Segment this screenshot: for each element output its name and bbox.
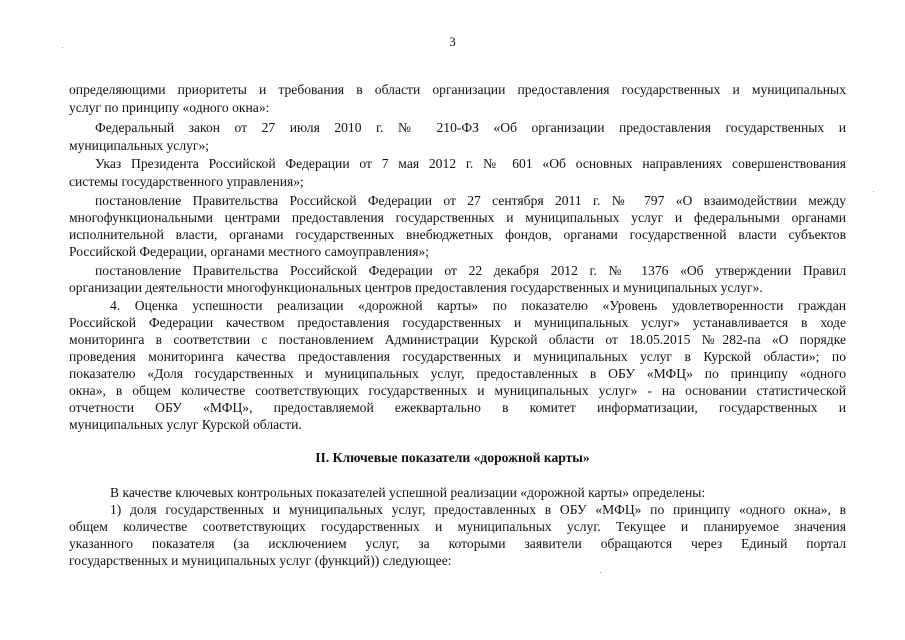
text-line: определяющими приоритеты и требования в области организации предоставления государственных и муниципальных xyxy=(69,82,846,97)
text-line: муниципальных услуг»; xyxy=(69,138,210,153)
text-line: показателю «Доля государственных и муниципальных услуг, предоставленных в ОБУ «МФЦ» по принципу «одного xyxy=(69,366,846,381)
text-line: отчетности ОБУ «МФЦ», предоставляемой ежеквартально в комитет информатизации, государственных и xyxy=(69,400,846,415)
text-line: В качестве ключевых контрольных показателей успешной реализации «дорожной карты» определены: xyxy=(110,485,706,500)
text-line: постановление Правительства Российской Федерации от 27 сентября 2011 г. № 797 «О взаимодействии между xyxy=(95,193,846,208)
text-line: Российской Федерации, органами местного самоуправления»; xyxy=(69,244,430,259)
text-line: организации деятельности многофункциональных центров предоставления государственных и муниципальных услуг». xyxy=(69,280,763,295)
text-line: 1) доля государственных и муниципальных услуг, предоставленных в ОБУ «МФЦ» по принципу «одного окна», в xyxy=(110,502,846,517)
text-line: указанного показателя (за исключением услуг, за которыми заявители обращаются через Единый портал xyxy=(69,536,846,551)
section-heading: II. Ключевые показатели «дорожной карты» xyxy=(315,450,590,465)
text-line: 4. Оценка успешности реализации «дорожной карты» по показателю «Уровень удовлетворенности граждан xyxy=(110,298,846,313)
text-line: государственных и муниципальных услуг (функций)) следующее: xyxy=(69,553,452,568)
text-line: Указ Президента Российской Федерации от 7 мая 2012 г. № 601 «Об основных направлениях совершенствования xyxy=(95,156,846,171)
text-line: услуг по принципу «одного окна»: xyxy=(69,100,270,115)
page-number: 3 xyxy=(449,34,456,49)
scan-speck xyxy=(600,572,601,573)
text-line: многофункциональными центрами предоставления государственных и муниципальных услуг и федеральными органами xyxy=(69,210,846,225)
text-line: системы государственного управления»; xyxy=(69,174,304,189)
text-line: муниципальных услуг Курской области. xyxy=(69,417,302,432)
scan-speck xyxy=(62,47,63,48)
text-line: постановление Правительства Российской Федерации от 22 декабря 2012 г. № 1376 «Об утверждении Правил xyxy=(95,263,846,278)
text-line: Федеральный закон от 27 июля 2010 г. № 210-ФЗ «Об организации предоставления государственных и xyxy=(95,120,846,135)
text-line: Российской Федерации качеством предоставления государственных и муниципальных услуг» устанавливается в ходе xyxy=(69,315,846,330)
scan-speck xyxy=(873,191,874,192)
text-line: общем количестве соответствующих государственных и муниципальных услуг. Текущее и планируемое значения xyxy=(69,519,846,534)
text-line: проведения мониторинга качества предоставления государственных и муниципальных услуг в Курской области»; по xyxy=(69,349,846,364)
text-line: исполнительной власти, органами государственных внебюджетных фондов, органами государственной власти субъектов xyxy=(69,227,846,242)
text-line: мониторинга в соответствии с постановлением Администрации Курской области от 18.05.2015 №282-па «О порядке xyxy=(69,332,846,347)
text-line: окна», в общем количестве соответствующих государственных и муниципальных услуг» - на основании статистической xyxy=(69,383,846,398)
